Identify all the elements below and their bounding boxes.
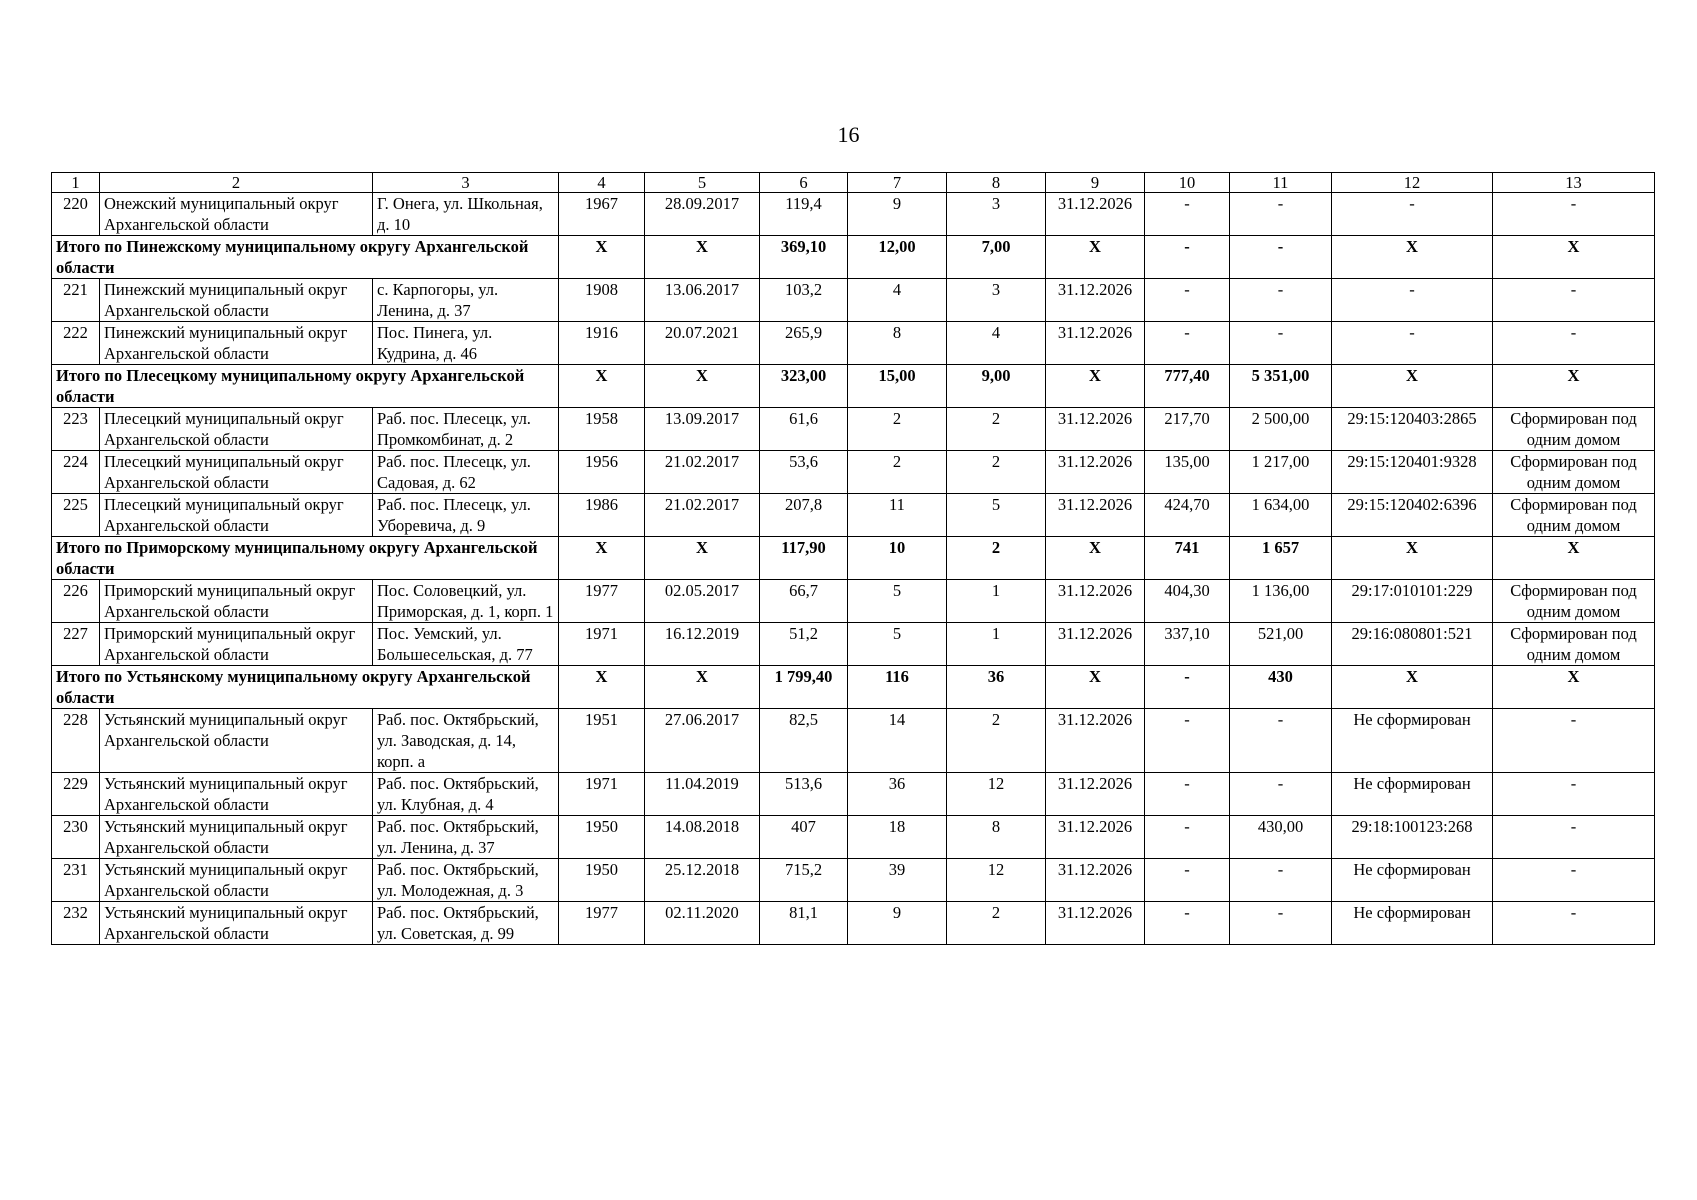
year-built-cell: 1956 xyxy=(559,451,645,494)
resettlement-date-cell: 31.12.2026 xyxy=(1046,859,1145,902)
residents-cell: 12,00 xyxy=(848,236,947,279)
recognition-date-cell: 28.09.2017 xyxy=(645,193,760,236)
residents-cell: 116 xyxy=(848,666,947,709)
municipality-cell: Устьянский муниципальный округ Архангельской области xyxy=(100,902,373,945)
apartments-cell: 1 xyxy=(947,623,1046,666)
resettlement-date-cell: 31.12.2026 xyxy=(1046,580,1145,623)
row-number: 232 xyxy=(52,902,100,945)
area-cell: 81,1 xyxy=(760,902,848,945)
row-number: 228 xyxy=(52,709,100,773)
recognition-date-cell: 13.06.2017 xyxy=(645,279,760,322)
table-row xyxy=(52,193,1655,236)
column-number-cell: 12 xyxy=(1332,173,1493,193)
row-number: 224 xyxy=(52,451,100,494)
row-number: 220 xyxy=(52,193,100,236)
year-built-cell: 1977 xyxy=(559,902,645,945)
address-cell: Пос. Соловецкий, ул. Приморская, д. 1, корп. 1 xyxy=(373,580,559,623)
table-row xyxy=(52,408,1655,451)
residents-cell: 14 xyxy=(848,709,947,773)
residents-cell: 4 xyxy=(848,279,947,322)
recognition-date-cell: 13.09.2017 xyxy=(645,408,760,451)
recognition-date-cell: 02.11.2020 xyxy=(645,902,760,945)
year-built-cell: 1971 xyxy=(559,773,645,816)
land-plot-status-cell: Сформирован под одним домом xyxy=(1493,623,1655,666)
municipality-cell: Устьянский муниципальный округ Архангельской области xyxy=(100,859,373,902)
cadastral-number-cell: 29:15:120403:2865 xyxy=(1332,408,1493,451)
residents-cell: 2 xyxy=(848,451,947,494)
resettlement-date-cell: 31.12.2026 xyxy=(1046,902,1145,945)
area-cell: 66,7 xyxy=(760,580,848,623)
resettlement-date-cell: 31.12.2026 xyxy=(1046,451,1145,494)
housing-register-table xyxy=(51,172,1655,945)
table-row xyxy=(52,494,1655,537)
address-cell: Пос. Уемский, ул. Большесельская, д. 77 xyxy=(373,623,559,666)
year-built-cell: 1986 xyxy=(559,494,645,537)
col10-cell: 404,30 xyxy=(1145,580,1230,623)
cadastral-number-cell: X xyxy=(1332,236,1493,279)
column-number-cell: 8 xyxy=(947,173,1046,193)
residents-cell: 8 xyxy=(848,322,947,365)
year-built-cell: 1916 xyxy=(559,322,645,365)
cadastral-number-cell: X xyxy=(1332,666,1493,709)
col11-cell: - xyxy=(1230,236,1332,279)
municipality-cell: Плесецкий муниципальный округ Архангельской области xyxy=(100,494,373,537)
apartments-cell: 1 xyxy=(947,580,1046,623)
table-row xyxy=(52,580,1655,623)
resettlement-date-cell: 31.12.2026 xyxy=(1046,816,1145,859)
column-number-cell: 5 xyxy=(645,173,760,193)
subtotal-row xyxy=(52,236,1655,279)
residents-cell: 5 xyxy=(848,580,947,623)
area-cell: 369,10 xyxy=(760,236,848,279)
recognition-date-cell: 27.06.2017 xyxy=(645,709,760,773)
resettlement-date-cell: X xyxy=(1046,236,1145,279)
year-built-cell: 1967 xyxy=(559,193,645,236)
area-cell: 51,2 xyxy=(760,623,848,666)
cadastral-number-cell: X xyxy=(1332,537,1493,580)
year-built-cell: 1950 xyxy=(559,816,645,859)
address-cell: Раб. пос. Октябрьский, ул. Клубная, д. 4 xyxy=(373,773,559,816)
apartments-cell: 3 xyxy=(947,279,1046,322)
apartments-cell: 2 xyxy=(947,451,1046,494)
address-cell: с. Карпогоры, ул. Ленина, д. 37 xyxy=(373,279,559,322)
col10-cell: 741 xyxy=(1145,537,1230,580)
year-built-cell: X xyxy=(559,666,645,709)
cadastral-number-cell: - xyxy=(1332,322,1493,365)
resettlement-date-cell: 31.12.2026 xyxy=(1046,322,1145,365)
municipality-cell: Устьянский муниципальный округ Архангельской области xyxy=(100,709,373,773)
area-cell: 61,6 xyxy=(760,408,848,451)
row-number: 222 xyxy=(52,322,100,365)
recognition-date-cell: 20.07.2021 xyxy=(645,322,760,365)
col11-cell: 1 657 xyxy=(1230,537,1332,580)
residents-cell: 36 xyxy=(848,773,947,816)
municipality-cell: Пинежский муниципальный округ Архангельской области xyxy=(100,279,373,322)
col10-cell: - xyxy=(1145,816,1230,859)
subtotal-row xyxy=(52,537,1655,580)
municipality-cell: Онежский муниципальный округ Архангельской области xyxy=(100,193,373,236)
apartments-cell: 2 xyxy=(947,537,1046,580)
resettlement-date-cell: X xyxy=(1046,537,1145,580)
column-number-cell: 11 xyxy=(1230,173,1332,193)
cadastral-number-cell: Не сформирован xyxy=(1332,773,1493,816)
column-number-cell: 4 xyxy=(559,173,645,193)
cadastral-number-cell: 29:16:080801:521 xyxy=(1332,623,1493,666)
resettlement-date-cell: 31.12.2026 xyxy=(1046,773,1145,816)
municipality-cell: Устьянский муниципальный округ Архангельской области xyxy=(100,816,373,859)
row-number: 226 xyxy=(52,580,100,623)
land-plot-status-cell: Сформирован под одним домом xyxy=(1493,408,1655,451)
year-built-cell: X xyxy=(559,236,645,279)
col10-cell: - xyxy=(1145,902,1230,945)
subtotal-label: Итого по Пинежскому муниципальному округу Архангельской области xyxy=(52,236,559,279)
apartments-cell: 2 xyxy=(947,902,1046,945)
col11-cell: 521,00 xyxy=(1230,623,1332,666)
apartments-cell: 3 xyxy=(947,193,1046,236)
municipality-cell: Пинежский муниципальный округ Архангельской области xyxy=(100,322,373,365)
year-built-cell: 1950 xyxy=(559,859,645,902)
col11-cell: 1 217,00 xyxy=(1230,451,1332,494)
subtotal-row xyxy=(52,365,1655,408)
column-number-cell: 9 xyxy=(1046,173,1145,193)
table-row xyxy=(52,816,1655,859)
resettlement-date-cell: 31.12.2026 xyxy=(1046,279,1145,322)
col10-cell: - xyxy=(1145,666,1230,709)
recognition-date-cell: 14.08.2018 xyxy=(645,816,760,859)
table-row xyxy=(52,859,1655,902)
land-plot-status-cell: - xyxy=(1493,279,1655,322)
year-built-cell: 1971 xyxy=(559,623,645,666)
land-plot-status-cell: - xyxy=(1493,773,1655,816)
cadastral-number-cell: - xyxy=(1332,279,1493,322)
subtotal-label: Итого по Приморскому муниципальному округу Архангельской области xyxy=(52,537,559,580)
resettlement-date-cell: 31.12.2026 xyxy=(1046,494,1145,537)
area-cell: 513,6 xyxy=(760,773,848,816)
apartments-cell: 36 xyxy=(947,666,1046,709)
apartments-cell: 4 xyxy=(947,322,1046,365)
year-built-cell: 1977 xyxy=(559,580,645,623)
resettlement-date-cell: 31.12.2026 xyxy=(1046,709,1145,773)
table-row xyxy=(52,451,1655,494)
residents-cell: 2 xyxy=(848,408,947,451)
land-plot-status-cell: - xyxy=(1493,859,1655,902)
apartments-cell: 5 xyxy=(947,494,1046,537)
subtotal-row xyxy=(52,666,1655,709)
land-plot-status-cell: - xyxy=(1493,816,1655,859)
col11-cell: - xyxy=(1230,709,1332,773)
column-number-cell: 2 xyxy=(100,173,373,193)
recognition-date-cell: 11.04.2019 xyxy=(645,773,760,816)
apartments-cell: 7,00 xyxy=(947,236,1046,279)
area-cell: 715,2 xyxy=(760,859,848,902)
recognition-date-cell: 02.05.2017 xyxy=(645,580,760,623)
table-row xyxy=(52,902,1655,945)
address-cell: Раб. пос. Плесецк, ул. Уборевича, д. 9 xyxy=(373,494,559,537)
residents-cell: 9 xyxy=(848,193,947,236)
row-number: 225 xyxy=(52,494,100,537)
recognition-date-cell: X xyxy=(645,537,760,580)
col10-cell: - xyxy=(1145,236,1230,279)
land-plot-status-cell: Сформирован под одним домом xyxy=(1493,451,1655,494)
cadastral-number-cell: 29:17:010101:229 xyxy=(1332,580,1493,623)
resettlement-date-cell: X xyxy=(1046,666,1145,709)
table-row xyxy=(52,773,1655,816)
col10-cell: 777,40 xyxy=(1145,365,1230,408)
land-plot-status-cell: - xyxy=(1493,709,1655,773)
residents-cell: 10 xyxy=(848,537,947,580)
area-cell: 407 xyxy=(760,816,848,859)
residents-cell: 18 xyxy=(848,816,947,859)
row-number: 229 xyxy=(52,773,100,816)
cadastral-number-cell: Не сформирован xyxy=(1332,859,1493,902)
apartments-cell: 9,00 xyxy=(947,365,1046,408)
land-plot-status-cell: Сформирован под одним домом xyxy=(1493,580,1655,623)
cadastral-number-cell: 29:18:100123:268 xyxy=(1332,816,1493,859)
recognition-date-cell: X xyxy=(645,365,760,408)
resettlement-date-cell: X xyxy=(1046,365,1145,408)
area-cell: 119,4 xyxy=(760,193,848,236)
col10-cell: - xyxy=(1145,773,1230,816)
col10-cell: - xyxy=(1145,709,1230,773)
table-row xyxy=(52,709,1655,773)
residents-cell: 5 xyxy=(848,623,947,666)
column-number-cell: 6 xyxy=(760,173,848,193)
col11-cell: - xyxy=(1230,279,1332,322)
year-built-cell: 1958 xyxy=(559,408,645,451)
col11-cell: 430 xyxy=(1230,666,1332,709)
address-cell: Раб. пос. Октябрьский, ул. Молодежная, д. 3 xyxy=(373,859,559,902)
col11-cell: - xyxy=(1230,902,1332,945)
column-number-cell: 1 xyxy=(52,173,100,193)
recognition-date-cell: 25.12.2018 xyxy=(645,859,760,902)
row-number: 230 xyxy=(52,816,100,859)
column-number-row xyxy=(52,173,1655,193)
area-cell: 265,9 xyxy=(760,322,848,365)
area-cell: 117,90 xyxy=(760,537,848,580)
year-built-cell: 1908 xyxy=(559,279,645,322)
table-row xyxy=(52,623,1655,666)
address-cell: Раб. пос. Октябрьский, ул. Заводская, д. 14, корп. а xyxy=(373,709,559,773)
apartments-cell: 2 xyxy=(947,709,1046,773)
col11-cell: 2 500,00 xyxy=(1230,408,1332,451)
municipality-cell: Приморский муниципальный округ Архангельской области xyxy=(100,623,373,666)
cadastral-number-cell: Не сформирован xyxy=(1332,902,1493,945)
year-built-cell: X xyxy=(559,537,645,580)
row-number: 221 xyxy=(52,279,100,322)
apartments-cell: 2 xyxy=(947,408,1046,451)
recognition-date-cell: 21.02.2017 xyxy=(645,451,760,494)
col11-cell: 1 634,00 xyxy=(1230,494,1332,537)
col10-cell: - xyxy=(1145,279,1230,322)
year-built-cell: X xyxy=(559,365,645,408)
land-plot-status-cell: - xyxy=(1493,902,1655,945)
col11-cell: 5 351,00 xyxy=(1230,365,1332,408)
cadastral-number-cell: 29:15:120402:6396 xyxy=(1332,494,1493,537)
address-cell: Г. Онега, ул. Школьная, д. 10 xyxy=(373,193,559,236)
table-row xyxy=(52,322,1655,365)
row-number: 227 xyxy=(52,623,100,666)
cadastral-number-cell: - xyxy=(1332,193,1493,236)
apartments-cell: 12 xyxy=(947,773,1046,816)
address-cell: Раб. пос. Октябрьский, ул. Ленина, д. 37 xyxy=(373,816,559,859)
col10-cell: - xyxy=(1145,193,1230,236)
recognition-date-cell: 16.12.2019 xyxy=(645,623,760,666)
land-plot-status-cell: X xyxy=(1493,537,1655,580)
col11-cell: 430,00 xyxy=(1230,816,1332,859)
column-number-cell: 10 xyxy=(1145,173,1230,193)
area-cell: 103,2 xyxy=(760,279,848,322)
col11-cell: - xyxy=(1230,193,1332,236)
recognition-date-cell: 21.02.2017 xyxy=(645,494,760,537)
apartments-cell: 8 xyxy=(947,816,1046,859)
year-built-cell: 1951 xyxy=(559,709,645,773)
municipality-cell: Приморский муниципальный округ Архангельской области xyxy=(100,580,373,623)
municipality-cell: Плесецкий муниципальный округ Архангельской области xyxy=(100,451,373,494)
land-plot-status-cell: Сформирован под одним домом xyxy=(1493,494,1655,537)
resettlement-date-cell: 31.12.2026 xyxy=(1046,623,1145,666)
col10-cell: 217,70 xyxy=(1145,408,1230,451)
recognition-date-cell: X xyxy=(645,236,760,279)
municipality-cell: Устьянский муниципальный округ Архангельской области xyxy=(100,773,373,816)
cadastral-number-cell: X xyxy=(1332,365,1493,408)
address-cell: Раб. пос. Октябрьский, ул. Советская, д. 99 xyxy=(373,902,559,945)
column-number-cell: 7 xyxy=(848,173,947,193)
land-plot-status-cell: - xyxy=(1493,322,1655,365)
cadastral-number-cell: Не сформирован xyxy=(1332,709,1493,773)
area-cell: 323,00 xyxy=(760,365,848,408)
area-cell: 207,8 xyxy=(760,494,848,537)
subtotal-label: Итого по Плесецкому муниципальному округу Архангельской области xyxy=(52,365,559,408)
resettlement-date-cell: 31.12.2026 xyxy=(1046,193,1145,236)
recognition-date-cell: X xyxy=(645,666,760,709)
area-cell: 1 799,40 xyxy=(760,666,848,709)
residents-cell: 39 xyxy=(848,859,947,902)
table-body xyxy=(52,173,1655,945)
municipality-cell: Плесецкий муниципальный округ Архангельской области xyxy=(100,408,373,451)
col11-cell: - xyxy=(1230,322,1332,365)
residents-cell: 15,00 xyxy=(848,365,947,408)
col10-cell: - xyxy=(1145,859,1230,902)
col11-cell: 1 136,00 xyxy=(1230,580,1332,623)
subtotal-label: Итого по Устьянскому муниципальному округу Архангельской области xyxy=(52,666,559,709)
land-plot-status-cell: X xyxy=(1493,365,1655,408)
col10-cell: 424,70 xyxy=(1145,494,1230,537)
col11-cell: - xyxy=(1230,773,1332,816)
apartments-cell: 12 xyxy=(947,859,1046,902)
table-row xyxy=(52,279,1655,322)
resettlement-date-cell: 31.12.2026 xyxy=(1046,408,1145,451)
row-number: 231 xyxy=(52,859,100,902)
column-number-cell: 13 xyxy=(1493,173,1655,193)
land-plot-status-cell: X xyxy=(1493,666,1655,709)
col10-cell: 135,00 xyxy=(1145,451,1230,494)
residents-cell: 11 xyxy=(848,494,947,537)
residents-cell: 9 xyxy=(848,902,947,945)
col10-cell: - xyxy=(1145,322,1230,365)
column-number-cell: 3 xyxy=(373,173,559,193)
land-plot-status-cell: X xyxy=(1493,236,1655,279)
page-number: 16 xyxy=(837,122,860,147)
area-cell: 53,6 xyxy=(760,451,848,494)
address-cell: Раб. пос. Плесецк, ул. Промкомбинат, д. 2 xyxy=(373,408,559,451)
row-number: 223 xyxy=(52,408,100,451)
area-cell: 82,5 xyxy=(760,709,848,773)
cadastral-number-cell: 29:15:120401:9328 xyxy=(1332,451,1493,494)
address-cell: Пос. Пинега, ул. Кудрина, д. 46 xyxy=(373,322,559,365)
address-cell: Раб. пос. Плесецк, ул. Садовая, д. 62 xyxy=(373,451,559,494)
col11-cell: - xyxy=(1230,859,1332,902)
col10-cell: 337,10 xyxy=(1145,623,1230,666)
land-plot-status-cell: - xyxy=(1493,193,1655,236)
